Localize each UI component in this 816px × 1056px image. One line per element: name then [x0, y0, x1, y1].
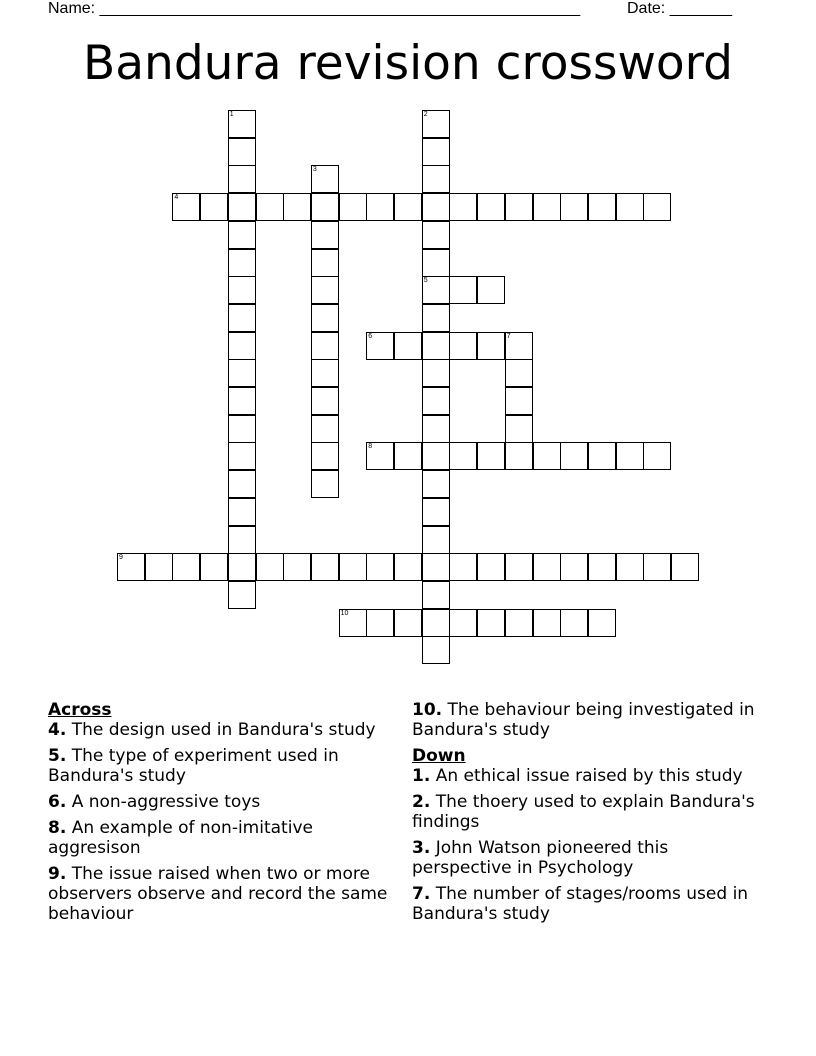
grid-cell[interactable] [560, 193, 588, 221]
grid-cell[interactable] [449, 553, 477, 581]
grid-cell[interactable] [505, 387, 533, 415]
grid-cell[interactable] [256, 553, 284, 581]
grid-cell[interactable] [311, 387, 339, 415]
grid-cell[interactable] [449, 332, 477, 360]
grid-cell[interactable] [422, 609, 450, 637]
across-heading: Across [48, 700, 112, 720]
grid-cell[interactable] [228, 526, 256, 554]
cell-number: 1 [229, 111, 234, 118]
cell-number: 10 [340, 609, 349, 617]
grid-cell[interactable] [422, 387, 450, 415]
grid-cell[interactable] [643, 553, 671, 581]
grid-cell[interactable] [505, 415, 533, 443]
grid-cell[interactable] [311, 304, 339, 332]
grid-cell[interactable] [394, 609, 422, 637]
grid-cell[interactable] [422, 470, 450, 498]
clue-down-1 [412, 766, 772, 786]
cell-number: 8 [368, 443, 373, 451]
grid-cell[interactable] [477, 332, 505, 360]
clues-column-right [412, 700, 772, 930]
grid-cell[interactable] [616, 442, 644, 470]
grid-cell[interactable] [477, 193, 505, 221]
clue-down-3 [412, 838, 772, 878]
grid-cell[interactable] [477, 609, 505, 637]
grid-cell[interactable] [228, 276, 256, 304]
clue-across-8 [48, 818, 408, 858]
clue-down-7 [412, 884, 772, 924]
cell-number: 9 [119, 554, 123, 562]
grid-cell[interactable] [228, 498, 256, 526]
clue-number: 4. [48, 720, 67, 740]
grid-cell[interactable] [671, 553, 699, 581]
clue-across-6 [48, 792, 408, 812]
grid-cell[interactable] [200, 553, 228, 581]
grid-cell[interactable] [588, 609, 616, 637]
grid-cell[interactable] [311, 221, 339, 249]
cell-number: 2 [423, 111, 428, 118]
clue-number: 8. [48, 818, 67, 838]
grid-cell[interactable] [588, 553, 616, 581]
grid-cell[interactable] [311, 359, 339, 387]
grid-cell[interactable] [228, 221, 256, 249]
grid-cell[interactable] [228, 581, 256, 609]
grid-cell[interactable] [533, 442, 561, 470]
grid-cell[interactable] [422, 138, 450, 166]
cell-number: 7 [506, 332, 511, 340]
name-field[interactable]: Name: ______________________________________________________ [48, 0, 581, 17]
grid-cell[interactable] [366, 442, 394, 470]
page-title: Bandura revision crossword [82, 36, 733, 91]
grid-cell[interactable] [449, 442, 477, 470]
grid-cell[interactable] [311, 553, 339, 581]
grid-cell[interactable] [283, 553, 311, 581]
clue-number: 2. [412, 792, 431, 812]
grid-cell[interactable] [449, 193, 477, 221]
grid-cell[interactable] [616, 553, 644, 581]
grid-cell[interactable] [339, 553, 367, 581]
grid-cell[interactable] [311, 415, 339, 443]
grid-cell[interactable] [422, 581, 450, 609]
clue-across-4 [48, 720, 408, 740]
down-heading: Down [412, 746, 466, 766]
grid-cell[interactable] [311, 276, 339, 304]
grid-cell[interactable] [311, 470, 339, 498]
clue-text: The design used in Bandura's study [71, 720, 376, 740]
clue-text: A non-aggressive toys [71, 792, 261, 812]
grid-cell[interactable] [228, 110, 256, 138]
grid-cell[interactable] [394, 553, 422, 581]
grid-cell[interactable] [228, 470, 256, 498]
grid-cell[interactable] [366, 553, 394, 581]
grid-cell[interactable] [172, 553, 200, 581]
grid-cell[interactable] [228, 304, 256, 332]
grid-cell[interactable] [339, 193, 367, 221]
clue-number: 10. [412, 700, 443, 720]
clue-across-10 [412, 700, 772, 740]
clue-across-5 [48, 746, 408, 786]
grid-cell[interactable] [533, 609, 561, 637]
grid-cell[interactable] [560, 553, 588, 581]
grid-cell[interactable] [422, 526, 450, 554]
grid-cell[interactable] [366, 609, 394, 637]
grid-cell[interactable] [422, 276, 450, 304]
grid-cell[interactable] [283, 193, 311, 221]
clue-text: The type of experiment used in Bandura's study [48, 746, 339, 786]
grid-cell[interactable] [449, 609, 477, 637]
grid-cell[interactable] [643, 442, 671, 470]
clue-text: The issue raised when two or more observers observe and record the same behaviour [48, 864, 388, 924]
grid-cell[interactable] [422, 553, 450, 581]
grid-cell[interactable] [560, 609, 588, 637]
grid-cell[interactable] [200, 193, 228, 221]
grid-cell[interactable] [449, 276, 477, 304]
grid-cell[interactable] [533, 553, 561, 581]
grid-cell[interactable] [422, 442, 450, 470]
grid-cell[interactable] [560, 442, 588, 470]
grid-cell[interactable] [477, 276, 505, 304]
grid-cell[interactable] [228, 442, 256, 470]
clue-text: The thoery used to explain Bandura's findings [412, 792, 755, 832]
clue-text: An ethical issue raised by this study [435, 766, 743, 786]
grid-cell[interactable] [228, 193, 256, 221]
grid-cell[interactable] [505, 442, 533, 470]
grid-cell[interactable] [505, 609, 533, 637]
clue-number: 3. [412, 838, 431, 858]
grid-cell[interactable] [477, 442, 505, 470]
clues-column-left [48, 700, 408, 930]
clue-number: 7. [412, 884, 431, 904]
grid-cell[interactable] [228, 165, 256, 193]
cell-number: 5 [423, 277, 428, 285]
grid-cell[interactable] [311, 332, 339, 360]
grid-cell[interactable] [588, 442, 616, 470]
grid-cell[interactable] [422, 221, 450, 249]
grid-cell[interactable] [533, 193, 561, 221]
grid-cell[interactable] [394, 442, 422, 470]
grid-cell[interactable] [311, 165, 339, 193]
clue-across-9 [48, 864, 408, 924]
grid-cell[interactable] [422, 636, 450, 664]
grid-cell[interactable] [228, 359, 256, 387]
clue-text: The number of stages/rooms used in Bandura's study [412, 884, 749, 924]
clue-text: The behaviour being investigated in Bandura's study [412, 700, 755, 740]
grid-cell[interactable] [616, 193, 644, 221]
grid-cell[interactable] [311, 193, 339, 221]
grid-cell[interactable] [422, 498, 450, 526]
grid-cell[interactable] [422, 415, 450, 443]
grid-cell[interactable] [172, 193, 200, 221]
grid-cell[interactable] [422, 332, 450, 360]
clue-text: An example of non-imitative aggresison [48, 818, 313, 858]
grid-cell[interactable] [228, 387, 256, 415]
grid-cell[interactable] [422, 193, 450, 221]
cell-number: 3 [312, 166, 317, 174]
grid-cell[interactable] [422, 359, 450, 387]
grid-cell[interactable] [643, 193, 671, 221]
grid-cell[interactable] [228, 415, 256, 443]
grid-cell[interactable] [422, 165, 450, 193]
cell-number: 4 [174, 194, 179, 202]
grid-cell[interactable] [311, 442, 339, 470]
grid-cell[interactable] [588, 193, 616, 221]
grid-cell[interactable] [117, 553, 145, 581]
grid-cell[interactable] [394, 332, 422, 360]
grid-cell[interactable] [505, 553, 533, 581]
grid-cell[interactable] [505, 359, 533, 387]
cell-number: 6 [368, 332, 373, 340]
grid-cell[interactable] [422, 304, 450, 332]
date-field[interactable]: Date: _______ [627, 0, 732, 17]
grid-cell[interactable] [394, 193, 422, 221]
grid-cell[interactable] [422, 110, 450, 138]
grid-cell[interactable] [477, 553, 505, 581]
grid-cell[interactable] [366, 193, 394, 221]
clue-text: John Watson pioneered this perspective in Psychology [412, 838, 669, 878]
clue-number: 1. [412, 766, 431, 786]
clue-number: 5. [48, 746, 67, 766]
grid-cell[interactable] [311, 249, 339, 277]
grid-cell[interactable] [505, 332, 533, 360]
grid-cell[interactable] [145, 553, 173, 581]
grid-cell[interactable] [366, 332, 394, 360]
grid-cell[interactable] [256, 193, 284, 221]
grid-cell[interactable] [228, 553, 256, 581]
grid-cell[interactable] [228, 138, 256, 166]
grid-cell[interactable] [339, 609, 367, 637]
clue-number: 9. [48, 864, 67, 884]
grid-cell[interactable] [422, 249, 450, 277]
grid-cell[interactable] [228, 249, 256, 277]
clue-number: 6. [48, 792, 67, 812]
clue-down-2 [412, 792, 772, 832]
grid-cell[interactable] [228, 332, 256, 360]
grid-cell[interactable] [505, 193, 533, 221]
